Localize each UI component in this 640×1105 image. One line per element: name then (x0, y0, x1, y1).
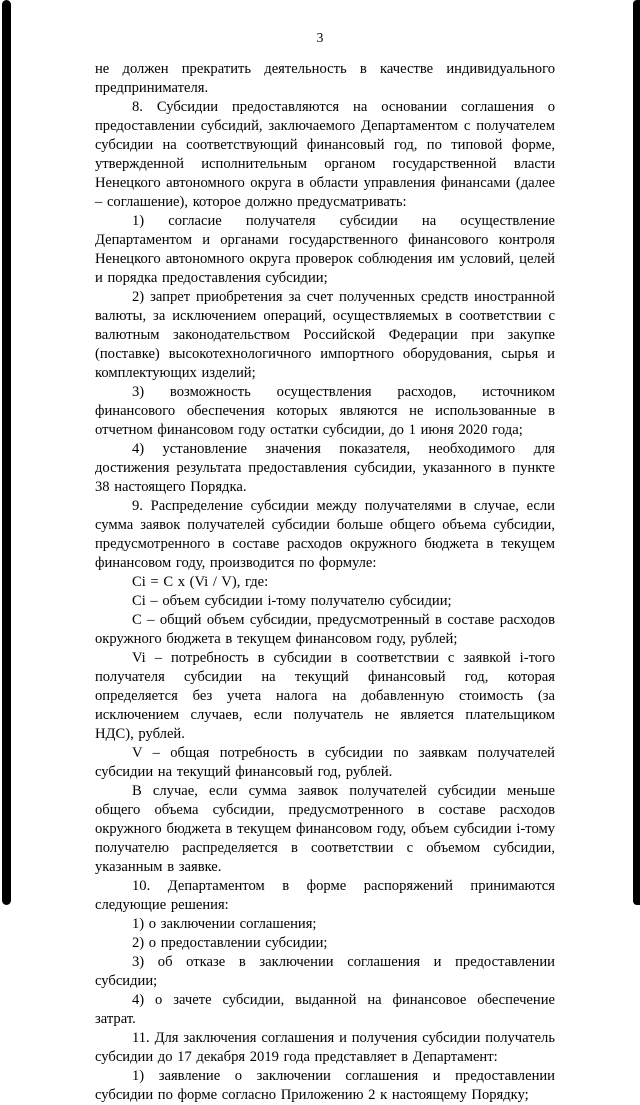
paragraph: 1) заявление о заключении соглашения и предоставлении субсидии по форме согласно Приложению 2 к настоящему Порядку; (95, 1068, 555, 1103)
paragraph: 9. Распределение субсидии между получателями в случае, если сумма заявок получателей субсидии больше общего объема субсидии, предусмотренного в составе расходов окружного бюджета в текущем финансовом году, производится по формуле: (95, 498, 555, 571)
paragraph: 3) возможность осуществления расходов, источником финансового обеспечения которых являются не использованные в отчетном финансовом году остатки субсидии, до 1 июня 2020 года; (95, 384, 555, 438)
paragraph: 1) о заключении соглашения; (132, 916, 317, 932)
paragraph: Vi – потребность в субсидии в соответствии с заявкой i-того получателя субсидии на текущий финансовый год, которая определяется без учета налога на добавленную стоимость (за исключением случаев, если получатель не является плательщиком НДС), рублей. (95, 650, 555, 742)
paragraph: 11. Для заключения соглашения и получения субсидии получатель субсидии до 17 декабря 2019 года представляет в Департамент: (95, 1030, 555, 1065)
paragraph: Ci – объем субсидии i-тому получателю субсидии; (132, 593, 452, 609)
paragraph: 2) о предоставлении субсидии; (132, 935, 328, 951)
paragraph: 8. Субсидии предоставляются на основании соглашения о предоставлении субсидий, заключаемого Департаментом с получателем субсидии на соответствующий финансовый год, по типовой форме, утвержденной исполнительным органом государственной власти Ненецкого автономного округа в области управления финансами (далее – соглашение), которое должно предусматривать: (95, 99, 555, 210)
paragraph: Ci = C x (Vi / V), где: (132, 574, 269, 590)
page-number: 3 (316, 30, 324, 45)
paragraph: 1) согласие получателя субсидии на осуществление Департаментом и органами государственного финансового контроля Ненецкого автономного округа проверок соблюдения им условий, целей и порядка предоставления субсидии; (95, 213, 555, 286)
document-body (95, 60, 555, 1105)
paragraph: 3) об отказе в заключении соглашения и предоставлении субсидии; (95, 954, 555, 989)
paragraph: 4) установление значения показателя, необходимого для достижения результата предоставления субсидии, указанного в пункте 38 настоящего Порядка. (95, 441, 555, 495)
scan-edge-left-bar (2, 0, 11, 905)
paragraph: 2) запрет приобретения за счет полученных средств иностранной валюты, за исключением операций, осуществляемых в соответствии с валютным законодательством Российской Федерации при закупке (поставке) высокотехнологичного импортного оборудования, сырья и комплектующих изделий; (95, 289, 555, 381)
paragraph: C – общий объем субсидии, предусмотренный в составе расходов окружного бюджета в текущем финансовом году, рублей; (95, 612, 555, 647)
paragraph: В случае, если сумма заявок получателей субсидии меньше общего объема субсидии, предусмотренного в составе расходов окружного бюджета в текущем финансовом году, объем субсидии i-тому получателю распределяется в соответствии с объемом субсидии, указанным в заявке. (95, 783, 555, 875)
paragraph: V – общая потребность в субсидии по заявкам получателей субсидии на текущий финансовый год, рублей. (95, 745, 555, 780)
paragraph: 4) о зачете субсидии, выданной на финансовое обеспечение затрат. (95, 992, 555, 1027)
scan-edge-right-bar (633, 0, 640, 905)
paragraph: не должен прекратить деятельность в качестве индивидуального предпринимателя. (95, 61, 555, 96)
paragraph: 10. Департаментом в форме распоряжений принимаются следующие решения: (95, 878, 555, 913)
